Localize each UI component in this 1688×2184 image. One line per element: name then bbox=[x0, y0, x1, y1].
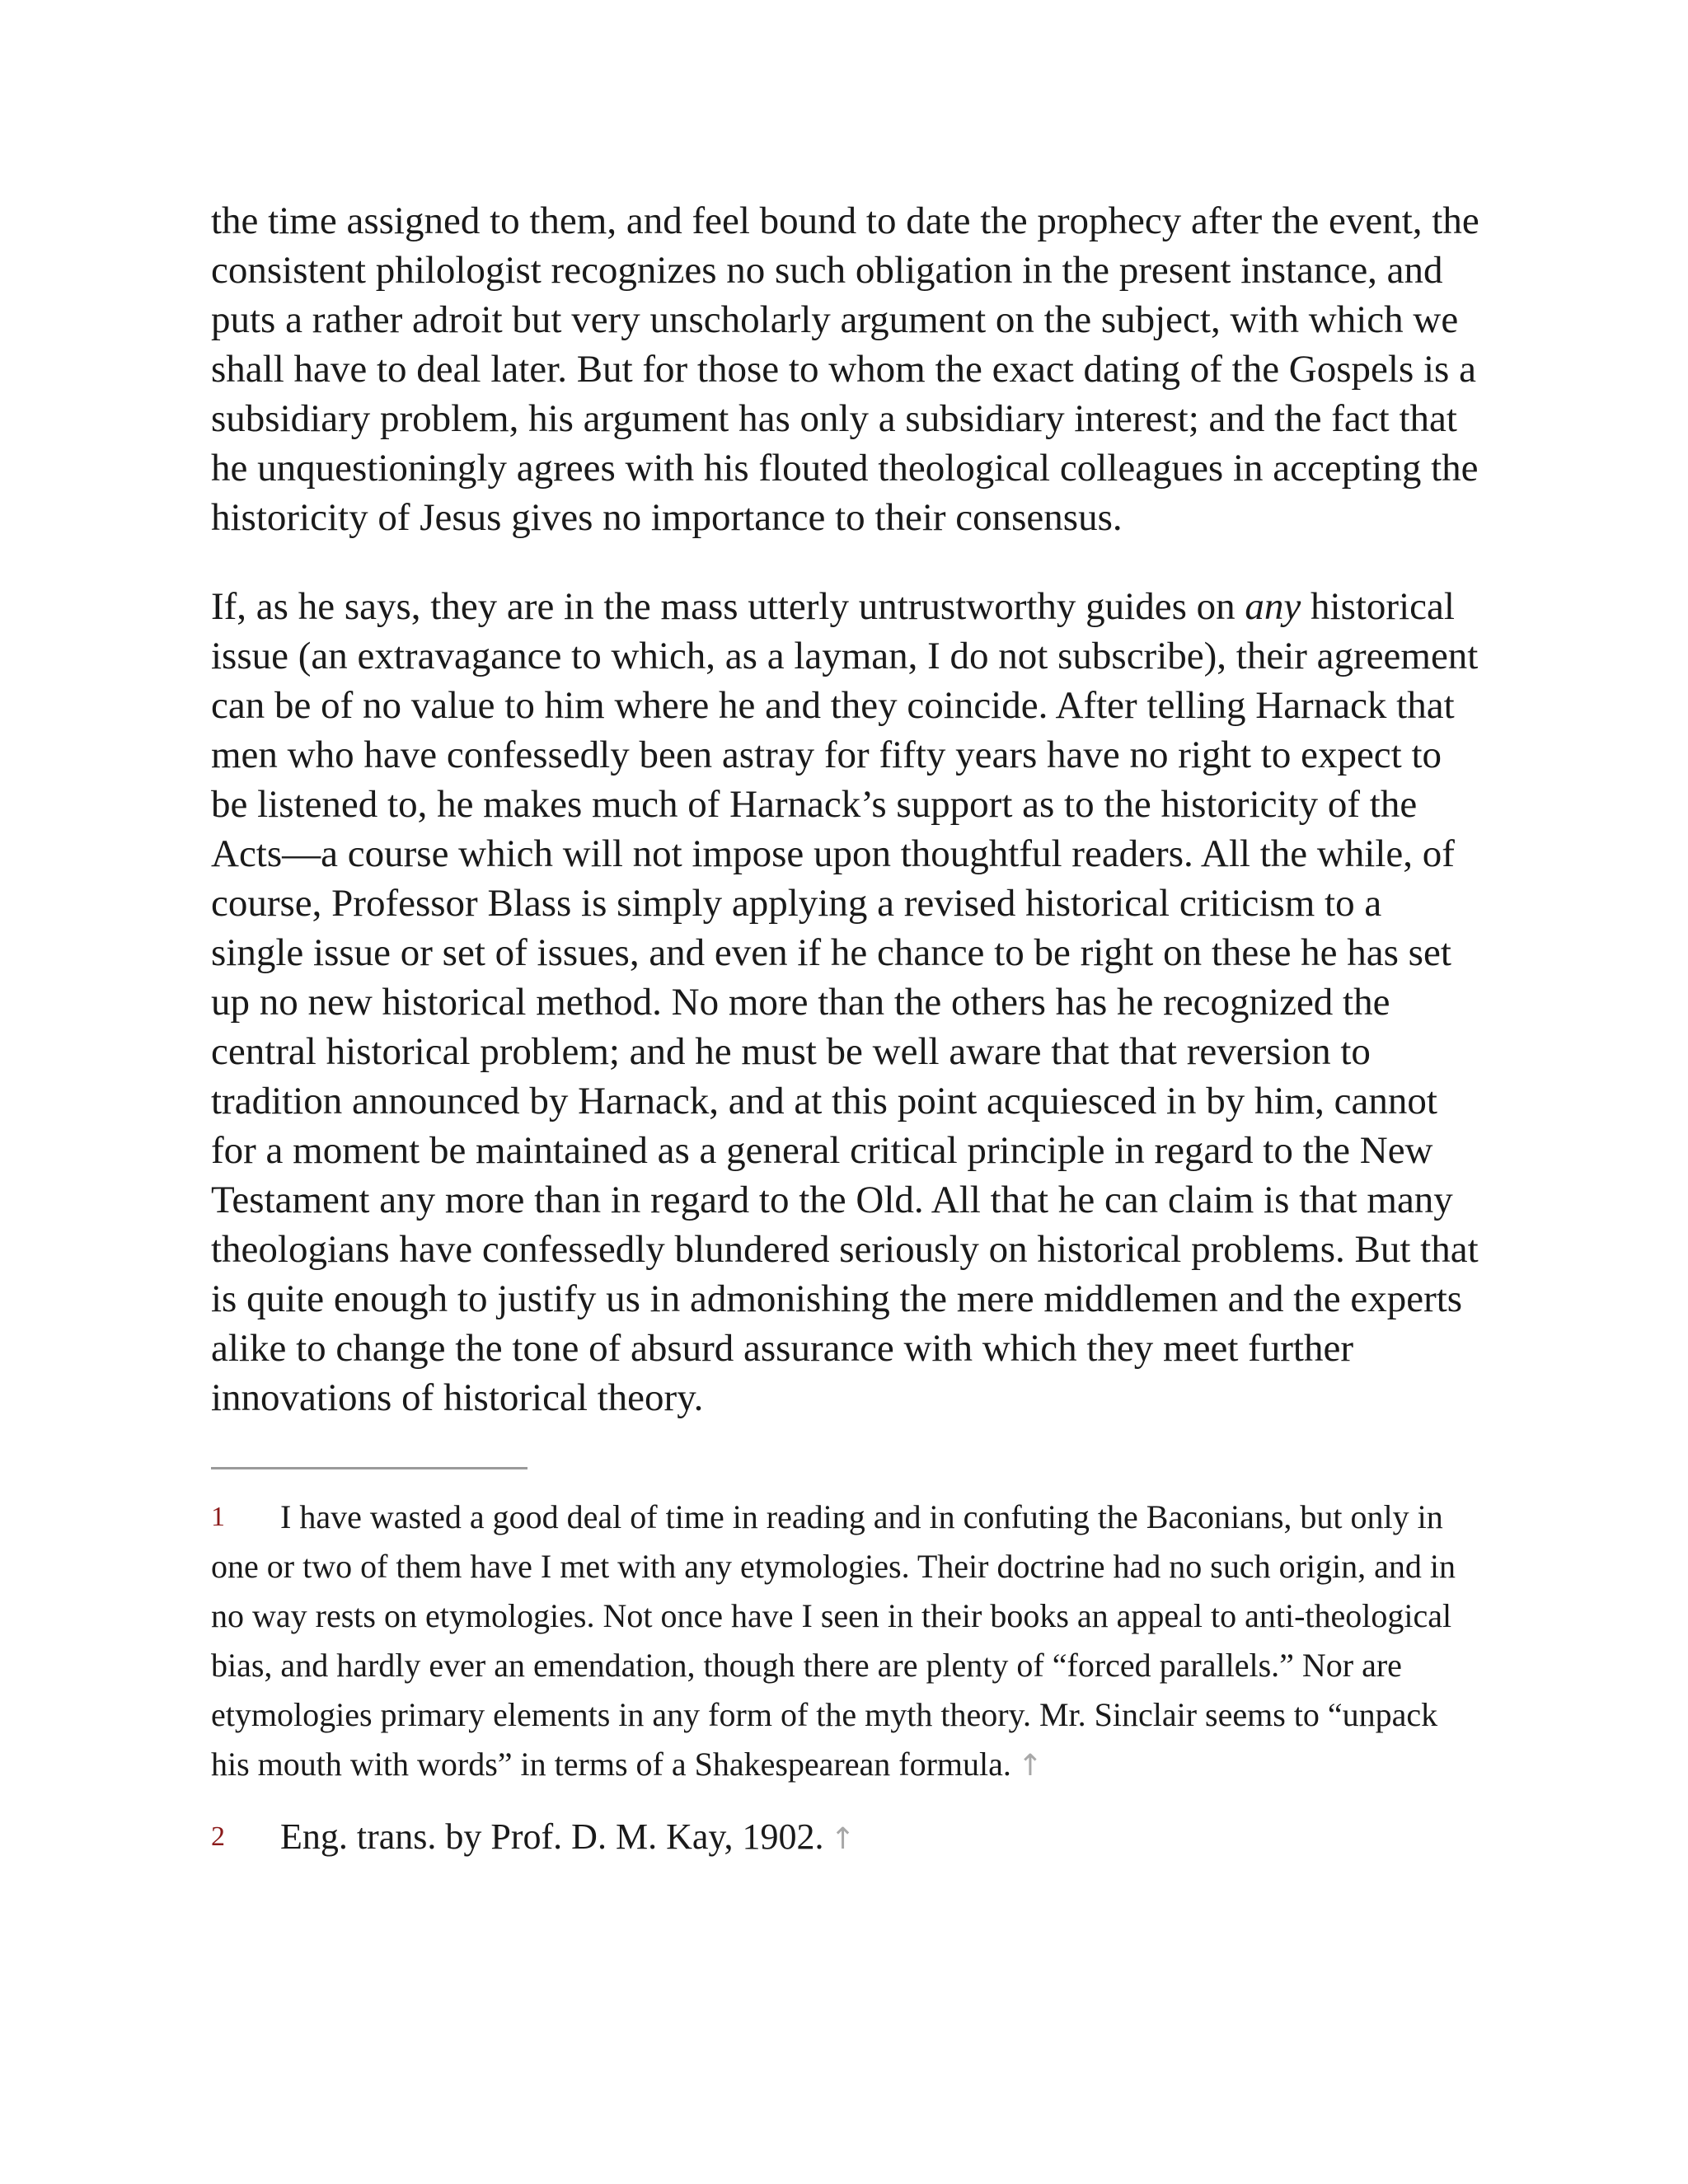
footnote-2 bbox=[211, 1812, 1480, 1864]
body-paragraph-2 bbox=[211, 582, 1480, 1422]
document-page bbox=[211, 196, 1480, 1864]
footnote-1 bbox=[211, 1493, 1480, 1791]
footnote-2-backlink-up-arrow-icon[interactable]: ↑ bbox=[830, 1822, 856, 1856]
footnote-1-number[interactable]: 1 bbox=[211, 1502, 225, 1532]
footnote-1-backlink-up-arrow-icon[interactable]: ↑ bbox=[1017, 1749, 1043, 1783]
footnote-2-text: Eng. trans. by Prof. D. M. Kay, 1902. bbox=[280, 1816, 824, 1857]
footnotes-section bbox=[211, 1493, 1480, 1864]
footnote-1-text: I have wasted a good deal of time in reading and in confuting the Baconians, but only in one or two of them have I met with any etymologies. Their doctrine had no such origin, and in no way rests on etymologies. Not once have I seen in their books an appeal to anti-theological bias, and hardly ever an emendation, though there are plenty of “forced parallels.” Nor are etymologies primary elements in any form of the myth theory. Mr. Sinclair seems to “unpack his mouth with words” in terms of a Shakespearean formula. bbox=[211, 1498, 1456, 1783]
paragraph-2-text-start: If, as he says, they are in the mass utterly untrustworthy guides on bbox=[211, 585, 1245, 628]
footnote-divider bbox=[211, 1467, 528, 1469]
footnote-2-number[interactable]: 2 bbox=[211, 1821, 225, 1852]
body-paragraph-1: the time assigned to them, and feel bound to date the prophecy after the event, the consistent philologist recognizes no such obligation in the present instance, and puts a rather adroit but very unscholarly argument on the subject, with which we shall have to deal later. But for those to whom the exact dating of the Gospels is a subsidiary problem, his argument has only a subsidiary interest; and the fact that he unquestioningly agrees with his flouted theological colleagues in accepting the historicity of Jesus gives no importance to their consensus. bbox=[211, 199, 1479, 539]
paragraph-2-text-end: historical issue (an extravagance to which, as a layman, I do not subscribe), their agreement can be of no value to him where he and they coincide. After telling Harnack that men who have confessedly been astray for fifty years have no right to expect to be listened to, he makes much of Harnack’s support as to the historicity of the Acts—a course which will not impose upon thoughtful readers. All the while, of course, Professor Blass is simply applying a revised historical criticism to a single issue or set of issues, and even if he chance to be right on these he has set up no new historical method. No more than the others has he recognized the central historical problem; and he must be well aware that that reversion to tradition announced by Harnack, and at this point acquiesced in by him, cannot for a moment be maintained as a general critical principle in regard to the New Testament any more than in regard to the Old. All that he can claim is that many theologians have confessedly blundered seriously on historical problems. But that is quite enough to justify us in admonishing the mere middlemen and the experts alike to change the tone of absurd assurance with which they meet further innovations of historical theory. bbox=[211, 585, 1479, 1419]
paragraph-2-emphasis: any bbox=[1245, 585, 1301, 628]
